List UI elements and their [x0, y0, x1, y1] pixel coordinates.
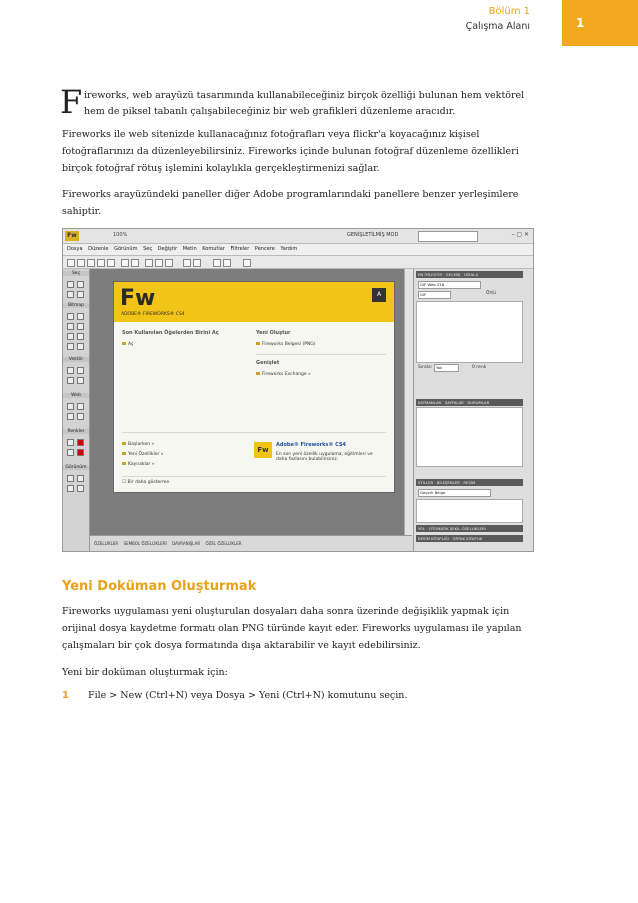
- new-heading: Yeni Oluştur: [256, 330, 291, 336]
- intro-paragraph: ireworks, web arayüzü tasarımında kullanabileceğiniz birçok özelliği bulunan hem vektörel hem de piksel tabanlı çalışabileceğiniz bir web grafikleri düzenleme aracıdır.: [84, 90, 525, 117]
- redo-icon[interactable]: [131, 259, 139, 267]
- color-table: [416, 301, 523, 363]
- cut-icon[interactable]: [145, 259, 153, 267]
- zoom-tool-icon[interactable]: [77, 485, 84, 492]
- start-banner: [114, 282, 394, 322]
- show-slices-icon[interactable]: [77, 413, 84, 420]
- dont-show-checkbox[interactable]: ☐ Bir daha gösterme: [122, 480, 170, 485]
- menu-item[interactable]: Değiştir: [157, 246, 178, 252]
- promo-text: En son yeni özellik uygulama, eğitimleri ve daha fazlasını bulabilirsiniz.: [276, 452, 373, 462]
- sort-select[interactable]: Yok: [434, 364, 459, 372]
- replace-color-tool-icon[interactable]: [77, 343, 84, 350]
- styles-list: [416, 499, 523, 523]
- fireworks-screenshot: [62, 228, 534, 552]
- preset-select[interactable]: GIF Web 216: [418, 281, 481, 289]
- bucket-tool-icon[interactable]: [67, 449, 74, 456]
- vertical-scrollbar[interactable]: [404, 269, 413, 535]
- panel-tabs-library[interactable]: RESİM KİTAPLIĞI · ORTAK KİTAPLIK: [416, 535, 523, 542]
- save-icon[interactable]: [87, 259, 95, 267]
- tool-group-label: Renkler: [63, 429, 89, 434]
- menu-item[interactable]: Pencere: [254, 246, 275, 252]
- tab-properties[interactable]: ÖZELLİKLER: [94, 541, 119, 546]
- divider: [122, 432, 386, 433]
- eraser-tool-icon[interactable]: [67, 333, 74, 340]
- panel-tabs-optimize[interactable]: EN İYİLEŞTİR · GEÇMİŞ · HİZALA: [416, 271, 523, 278]
- opacity-label: Örtü: [486, 291, 497, 296]
- zoom-level[interactable]: 100%: [113, 232, 128, 238]
- text-tool-icon[interactable]: [77, 377, 84, 384]
- menu-bar: [63, 244, 533, 256]
- exchange-link[interactable]: Fireworks Exchange »: [256, 372, 311, 377]
- align-icon[interactable]: [213, 259, 221, 267]
- app-logo-icon: Fw: [65, 231, 79, 241]
- app-titlebar: [63, 229, 533, 244]
- adobe-logo-icon: A: [372, 288, 386, 302]
- fw-promo-icon: Fw: [254, 442, 272, 458]
- search-input[interactable]: [418, 231, 478, 242]
- eyedropper-tool-icon[interactable]: [67, 439, 74, 446]
- sort-label: Sırala:: [418, 365, 433, 370]
- ungroup-icon[interactable]: [193, 259, 201, 267]
- menu-item[interactable]: Yardım: [280, 246, 298, 252]
- lasso-tool-icon[interactable]: [77, 313, 84, 320]
- page-number: 1: [562, 0, 638, 46]
- menu-item[interactable]: Düzenle: [88, 246, 109, 252]
- menu-item[interactable]: Dosya: [67, 246, 83, 252]
- stroke-color-icon[interactable]: [77, 439, 84, 446]
- blur-tool-icon[interactable]: [77, 333, 84, 340]
- tool-group-label: Bitmap: [63, 303, 89, 308]
- section-heading: Yeni Doküman Oluşturmak: [62, 579, 257, 594]
- menu-item[interactable]: Filtreler: [230, 246, 250, 252]
- start-page: [113, 281, 395, 493]
- subselect-tool-icon[interactable]: [77, 281, 84, 288]
- wand-tool-icon[interactable]: [67, 323, 74, 330]
- tool-group-label: Web: [63, 393, 89, 398]
- panel-tabs-layers[interactable]: KATMANLAR · SAYFALAR · DURUMLAR: [416, 399, 523, 406]
- properties-bar: [90, 535, 412, 551]
- extend-heading: Genişlet: [256, 360, 280, 366]
- new-features-link[interactable]: Yeni Özellikler »: [122, 452, 164, 457]
- arrange-icon[interactable]: [243, 259, 251, 267]
- menu-item[interactable]: Seç: [143, 246, 153, 252]
- undo-icon[interactable]: [121, 259, 129, 267]
- step-number: 1: [62, 690, 69, 701]
- tab-special-properties[interactable]: ÖZEL ÖZELLİKLER: [205, 541, 242, 546]
- brush-tool-icon[interactable]: [77, 323, 84, 330]
- menu-item[interactable]: Komutlar: [202, 246, 225, 252]
- copy-icon[interactable]: [155, 259, 163, 267]
- window-controls-icon[interactable]: – ▢ ✕: [511, 231, 529, 238]
- tools-panel: [63, 269, 90, 551]
- print-icon[interactable]: [107, 259, 115, 267]
- format-select[interactable]: GIF: [418, 291, 451, 299]
- hide-slices-icon[interactable]: [67, 413, 74, 420]
- panels-dock: [413, 269, 533, 551]
- workspace-switcher[interactable]: GENİŞLETİLMİŞ MOD: [347, 232, 399, 238]
- marquee-tool-icon[interactable]: [67, 313, 74, 320]
- tab-symbol-properties[interactable]: SEMBOL ÖZELLİKLERİ: [123, 541, 167, 546]
- recent-heading: Son Kullanılan Öğelerden Birini Aç: [122, 330, 219, 336]
- document-select[interactable]: Geçerli Belge: [418, 489, 491, 497]
- crop-tool-icon[interactable]: [77, 291, 84, 298]
- fill-color-icon[interactable]: [77, 449, 84, 456]
- stamp-tool-icon[interactable]: [67, 343, 74, 350]
- color-count: 0 renk: [472, 365, 487, 370]
- section-label: Çalışma Alanı: [465, 21, 530, 32]
- menu-item[interactable]: Metin: [182, 246, 197, 252]
- tool-group-label: Vektör: [63, 357, 89, 362]
- open-link[interactable]: Aç: [122, 342, 133, 347]
- divider: [122, 476, 386, 477]
- body-paragraph: Fireworks ile web sitenizde kullanacağınız fotoğrafları veya flickr'a koyacağınız kişisel fotoğraflarınızı da düzenleyebilirsiniz. Fireworks içinde bulunan fotoğraf düzenleme özellikleri birçok fotoğraf rötuş işlemini kolaylıkla gerçekleştirmenizi sağlar.: [62, 129, 519, 174]
- layers-list: [416, 407, 523, 467]
- tool-group-label: Görünüm: [63, 465, 89, 470]
- resources-link[interactable]: Kaynaklar »: [122, 462, 155, 467]
- pointer-tool-icon[interactable]: [67, 281, 74, 288]
- rotate-icon[interactable]: [223, 259, 231, 267]
- hotspot-tool-icon[interactable]: [67, 403, 74, 410]
- rectangle-tool-icon[interactable]: [67, 377, 74, 384]
- dropcap: F: [60, 83, 83, 121]
- standard-screen-icon[interactable]: [67, 475, 74, 482]
- body-paragraph: Fireworks uygulaması yeni oluşturulan dosyaları daha sonra üzerinde değişiklik yapmak için orijinal dosya kaydetme formatı olan PNG türünde kayıt eder. Fireworks uygulaması ile yapılan çalışmaları bir çok dosya formatında dışa aktarabilir ve kayıt edebilirsiniz.: [62, 606, 522, 651]
- divider: [256, 354, 386, 355]
- panel-tabs-path[interactable]: YOL · OTOMATİK ŞEKİL ÖZELLİKLERİ: [416, 525, 523, 532]
- tab-behaviors[interactable]: DAVRANIŞLAR: [172, 541, 201, 546]
- menu-item[interactable]: Görünüm: [114, 246, 138, 252]
- getting-started-link[interactable]: Başlarken »: [122, 442, 154, 447]
- new-icon[interactable]: [67, 259, 75, 267]
- body-paragraph: Fireworks arayüzündeki paneller diğer Adobe programlarındaki panellere benzer yerleşimlere sahiptir.: [62, 189, 519, 217]
- scale-tool-icon[interactable]: [67, 291, 74, 298]
- panel-tabs-styles[interactable]: STİLLER · BİLEŞENLER · RESİM: [416, 479, 523, 486]
- line-tool-icon[interactable]: [67, 367, 74, 374]
- paste-icon[interactable]: [165, 259, 173, 267]
- body-paragraph: Yeni bir doküman oluşturmak için:: [62, 667, 228, 678]
- full-screen-icon[interactable]: [77, 475, 84, 482]
- new-png-link[interactable]: Fireworks Belgesi (PNG): [256, 342, 316, 347]
- hand-tool-icon[interactable]: [67, 485, 74, 492]
- product-name: ADOBE® FIREWORKS® CS4: [121, 312, 185, 317]
- group-icon[interactable]: [183, 259, 191, 267]
- import-icon[interactable]: [97, 259, 105, 267]
- chapter-label: Bölüm 1: [488, 6, 530, 17]
- promo-title[interactable]: Adobe® Fireworks® CS4: [276, 442, 346, 448]
- pen-tool-icon[interactable]: [77, 367, 84, 374]
- fw-logo: Fw: [120, 286, 156, 311]
- open-icon[interactable]: [77, 259, 85, 267]
- tool-group-label: Seç: [63, 271, 89, 276]
- main-toolbar: [63, 256, 533, 269]
- slice-tool-icon[interactable]: [77, 403, 84, 410]
- step-text: File > New (Ctrl+N) veya Dosya > Yeni (Ctrl+N) komutunu seçin.: [88, 690, 408, 701]
